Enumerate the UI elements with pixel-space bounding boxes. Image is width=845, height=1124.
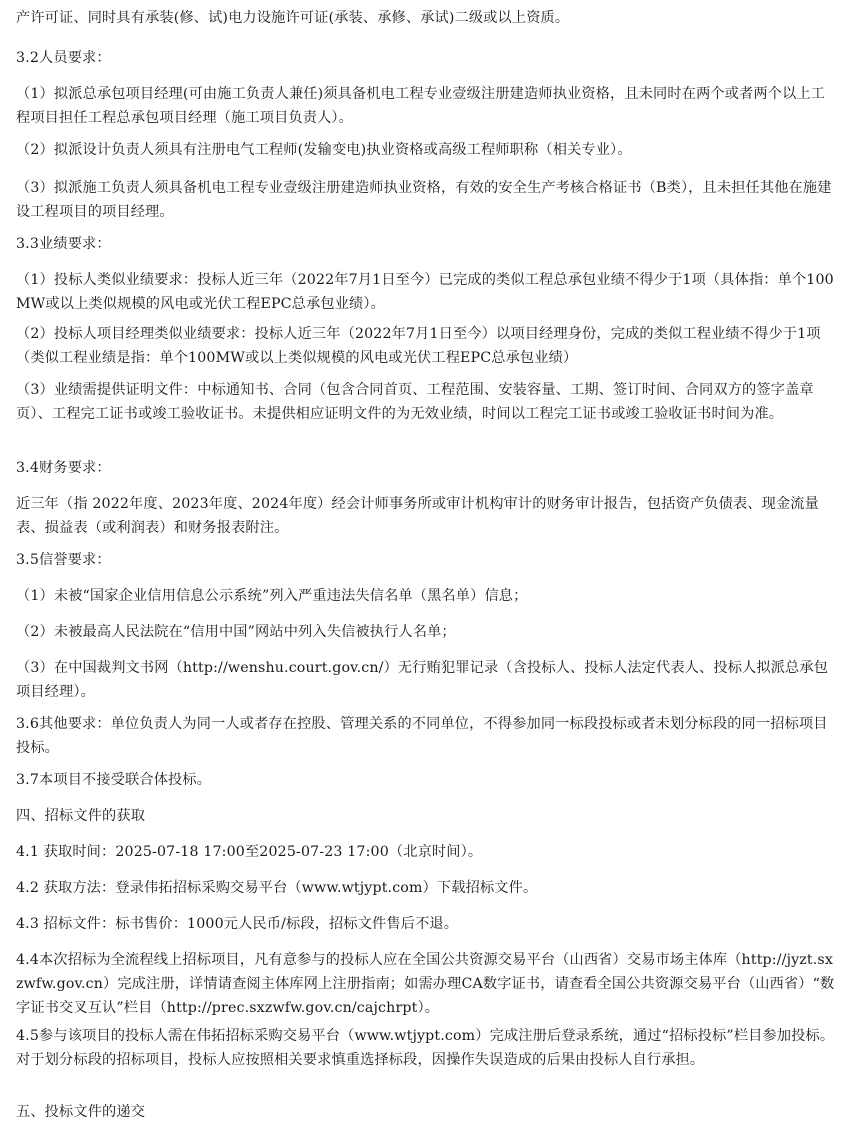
heading-performance-requirements: 3.3业绩要求： [16,236,111,252]
heading-credit-requirements: 3.5信誉要求： [16,552,111,568]
heading-financial-requirements: 3.4财务要求： [16,460,111,476]
paragraph-bidder-performance: （1）投标人类似业绩要求：投标人近三年（2022年7月1日至今）已完成的类似工程总承包业绩不得少于1项（具体指：单个100MW或以上类似规模的风电或光伏工程EPC总承包业绩）。 [16,272,834,312]
paragraph-judgment-record: （3）在中国裁判文书网（http://wenshu.court.gov.cn/）无行贿犯罪记录（含投标人、投标人法定代表人、投标人拟派总承包项目经理）。 [16,660,829,700]
paragraph-project-manager: （1）拟派总承包项目经理(可由施工负责人兼任)须具备机电工程专业壹级注册建造师执业资格，且未同时在两个或者两个以上工程项目担任工程总承包项目经理（施工项目负责人）。 [16,86,826,126]
paragraph-financial-reports: 近三年（指 2022年度、2023年度、2024年度）经会计师事务所或审计机构审计的财务审计报告，包括资产负债表、现金流量表、损益表（或利润表）和财务报表附注。 [16,496,819,536]
paragraph-construction-lead: （3）拟派施工负责人须具备机电工程专业壹级注册建造师执业资格，有效的安全生产考核合格证书（B类），且未担任其他在施建设工程项目的项目经理。 [16,180,832,220]
paragraph-obtain-method: 4.2 获取方法：登录伟拓招标采购交易平台（www.wtjypt.com）下载招标文件。 [16,880,538,896]
paragraph-performance-proof: （3）业绩需提供证明文件：中标通知书、合同（包含合同首页、工程范围、安装容量、工期、签订时间、合同双方的签字盖章页）、工程完工证书或竣工验收证书。未提供相应证明文件的为无效业绩，时间以工程完工证书或竣工验收证书时间为准。 [16,382,814,422]
paragraph-design-lead: （2）拟派设计负责人须具有注册电气工程师(发输变电)执业资格或高级工程师职称（相关专业）。 [16,142,632,158]
paragraph-manager-performance: （2）投标人项目经理类似业绩要求：投标人近三年（2022年7月1日至今）以项目经理身份，完成的类似工程业绩不得少于1项（类似工程业绩是指：单个100MW或以上类似规模的风电或光伏工程EPC总承包业绩） [16,326,821,366]
paragraph-no-consortium: 3.7本项目不接受联合体投标。 [16,772,212,788]
heading-obtain-documents: 四、招标文件的获取 [16,808,146,824]
paragraph-platform-registration: 4.5参与该项目的投标人需在伟拓招标采购交易平台（www.wtjypt.com）完成注册后登录系统，通过“招标投标”栏目参加投标。对于划分标段的招标项目，投标人应按照相关要求慎重选择标段，因操作失误造成的后果由投标人自行承担。 [16,1028,835,1068]
paragraph-credit-china: （2）未被最高人民法院在“信用中国”网站中列入失信被执行人名单； [16,624,456,640]
paragraph-online-registration: 4.4本次招标为全流程线上招标项目，凡有意参与的投标人应在全国公共资源交易平台（山西省）交易市场主体库（http://jyzt.sxzwfw.gov.cn）完成注册，详情请查阅主体库网上注册指南；如需办理CA数字证书，请查看全国公共资源交易平台（山西省）“数字证书交叉互认”栏目（http://prec.sxzwfw.gov.cn/cajchrpt）。 [16,952,835,1016]
paragraph-document-price: 4.3 招标文件：标书售价：1000元人民币/标段，招标文件售后不退。 [16,916,459,932]
paragraph-credit-blacklist: （1）未被“国家企业信用信息公示系统”列入严重违法失信名单（黑名单）信息； [16,588,528,604]
paragraph-other-requirements: 3.6其他要求：单位负责人为同一人或者存在控股、管理关系的不同单位，不得参加同一标段投标或者未划分标段的同一招标项目投标。 [16,716,828,756]
heading-bid-submission: 五、投标文件的递交 [16,1104,146,1120]
paragraph-qualification-tail: 产许可证、同时具有承装(修、试)电力设施许可证(承装、承修、承试)二级或以上资质。 [16,10,570,26]
heading-personnel-requirements: 3.2人员要求： [16,50,111,66]
paragraph-obtain-time: 4.1 获取时间：2025-07-18 17:00至2025-07-23 17:00（北京时间）。 [16,844,483,860]
